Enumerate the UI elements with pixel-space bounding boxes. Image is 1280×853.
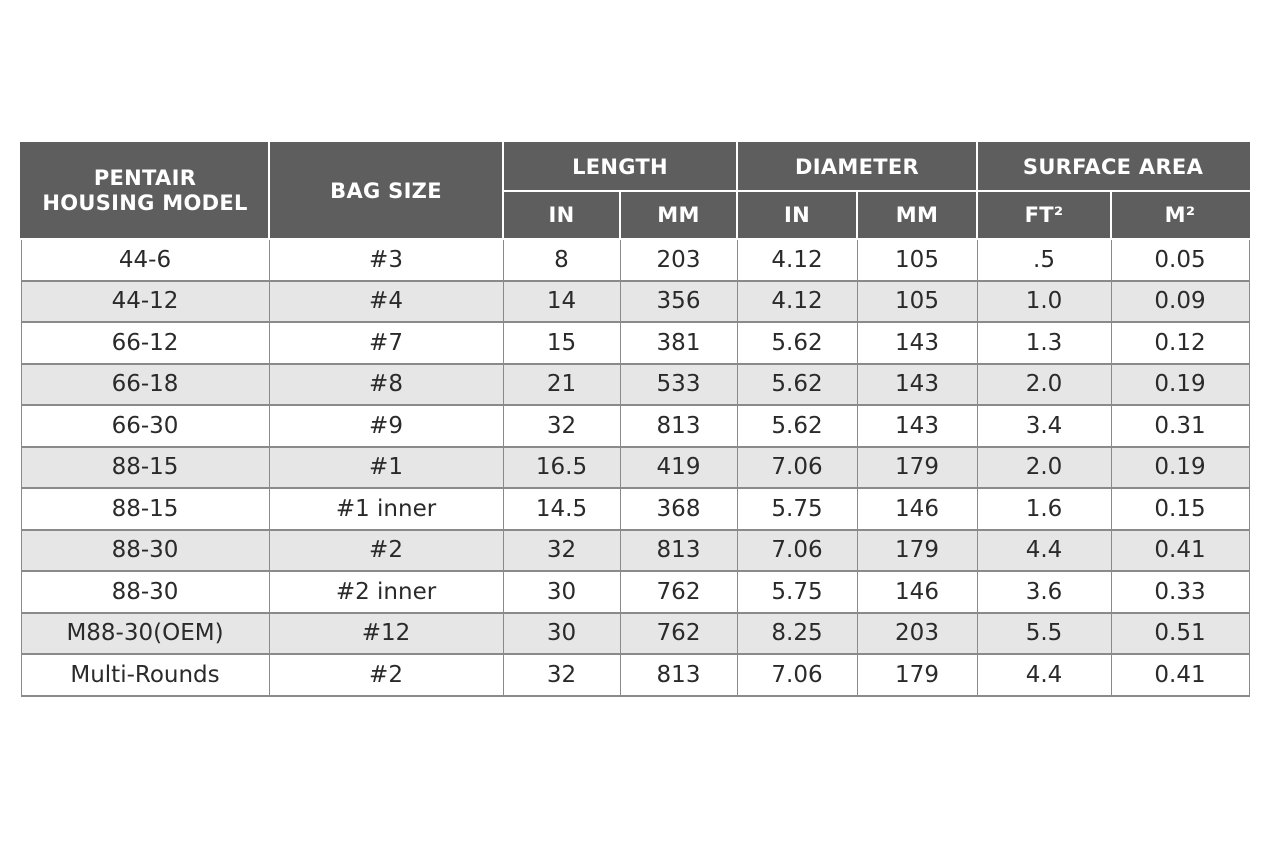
header-diameter-in: IN (737, 191, 857, 239)
header-model-line1: PENTAIR (93, 166, 197, 190)
cell-diameter-in: 4.12 (737, 239, 857, 281)
cell-area-ft2: 1.6 (977, 488, 1111, 530)
cell-length-in: 15 (503, 322, 620, 364)
cell-area-ft2: 1.3 (977, 322, 1111, 364)
cell-diameter-mm: 179 (857, 530, 977, 572)
cell-diameter-mm: 143 (857, 405, 977, 447)
cell-diameter-in: 7.06 (737, 654, 857, 696)
cell-bag-size: #2 (269, 530, 503, 572)
cell-length-mm: 368 (620, 488, 737, 530)
table-row (21, 530, 1249, 572)
cell-area-m2: 0.19 (1111, 364, 1249, 406)
cell-diameter-in: 7.06 (737, 447, 857, 489)
cell-length-in: 32 (503, 654, 620, 696)
table-row (21, 447, 1249, 489)
cell-bag-size: #12 (269, 613, 503, 655)
header-bag-size: BAG SIZE (269, 143, 503, 239)
cell-length-mm: 762 (620, 613, 737, 655)
cell-bag-size: #1 (269, 447, 503, 489)
cell-model: Multi-Rounds (21, 654, 269, 696)
cell-diameter-mm: 146 (857, 488, 977, 530)
cell-area-m2: 0.05 (1111, 239, 1249, 281)
cell-length-in: 14.5 (503, 488, 620, 530)
cell-bag-size: #9 (269, 405, 503, 447)
specifications-table (20, 142, 1250, 697)
header-surface-area: SURFACE AREA (977, 143, 1249, 191)
cell-model: 88-15 (21, 447, 269, 489)
table-row (21, 488, 1249, 530)
header-area-ft2: FT² (977, 191, 1111, 239)
cell-diameter-in: 7.06 (737, 530, 857, 572)
cell-area-ft2: 2.0 (977, 447, 1111, 489)
header-length-in: IN (503, 191, 620, 239)
cell-length-mm: 813 (620, 654, 737, 696)
cell-diameter-in: 5.75 (737, 571, 857, 613)
cell-area-ft2: 5.5 (977, 613, 1111, 655)
cell-area-ft2: .5 (977, 239, 1111, 281)
cell-diameter-mm: 143 (857, 322, 977, 364)
cell-length-in: 16.5 (503, 447, 620, 489)
table-row (21, 613, 1249, 655)
cell-length-mm: 356 (620, 281, 737, 323)
cell-model: 88-30 (21, 571, 269, 613)
table-row (21, 405, 1249, 447)
cell-model: 66-30 (21, 405, 269, 447)
cell-diameter-in: 4.12 (737, 281, 857, 323)
cell-diameter-mm: 179 (857, 654, 977, 696)
cell-diameter-mm: 105 (857, 239, 977, 281)
cell-model: 88-15 (21, 488, 269, 530)
cell-diameter-mm: 179 (857, 447, 977, 489)
cell-length-in: 21 (503, 364, 620, 406)
table-row (21, 281, 1249, 323)
cell-bag-size: #8 (269, 364, 503, 406)
cell-length-in: 8 (503, 239, 620, 281)
cell-area-ft2: 3.6 (977, 571, 1111, 613)
cell-bag-size: #2 (269, 654, 503, 696)
table-row (21, 239, 1249, 281)
table-row (21, 571, 1249, 613)
cell-diameter-in: 5.62 (737, 322, 857, 364)
cell-length-mm: 762 (620, 571, 737, 613)
cell-area-m2: 0.41 (1111, 530, 1249, 572)
cell-diameter-mm: 146 (857, 571, 977, 613)
cell-area-ft2: 1.0 (977, 281, 1111, 323)
header-area-m2: M² (1111, 191, 1249, 239)
cell-diameter-in: 5.75 (737, 488, 857, 530)
cell-area-m2: 0.12 (1111, 322, 1249, 364)
cell-bag-size: #4 (269, 281, 503, 323)
cell-length-in: 30 (503, 571, 620, 613)
cell-diameter-mm: 105 (857, 281, 977, 323)
cell-bag-size: #3 (269, 239, 503, 281)
cell-diameter-in: 5.62 (737, 364, 857, 406)
cell-length-mm: 203 (620, 239, 737, 281)
cell-area-m2: 0.09 (1111, 281, 1249, 323)
cell-area-ft2: 3.4 (977, 405, 1111, 447)
cell-area-ft2: 4.4 (977, 654, 1111, 696)
cell-length-in: 32 (503, 530, 620, 572)
cell-area-m2: 0.41 (1111, 654, 1249, 696)
cell-model: 44-6 (21, 239, 269, 281)
table-row (21, 654, 1249, 696)
cell-length-in: 32 (503, 405, 620, 447)
cell-length-mm: 813 (620, 405, 737, 447)
cell-diameter-mm: 203 (857, 613, 977, 655)
cell-area-ft2: 2.0 (977, 364, 1111, 406)
cell-model: 66-18 (21, 364, 269, 406)
cell-area-m2: 0.31 (1111, 405, 1249, 447)
header-diameter: DIAMETER (737, 143, 977, 191)
cell-model: 88-30 (21, 530, 269, 572)
cell-model: M88-30(OEM) (21, 613, 269, 655)
cell-area-m2: 0.33 (1111, 571, 1249, 613)
cell-area-m2: 0.51 (1111, 613, 1249, 655)
table-body (21, 239, 1249, 696)
cell-length-mm: 813 (620, 530, 737, 572)
cell-bag-size: #2 inner (269, 571, 503, 613)
cell-area-ft2: 4.4 (977, 530, 1111, 572)
cell-length-in: 14 (503, 281, 620, 323)
header-model-line2: HOUSING MODEL (42, 191, 248, 215)
cell-model: 66-12 (21, 322, 269, 364)
cell-bag-size: #7 (269, 322, 503, 364)
cell-bag-size: #1 inner (269, 488, 503, 530)
table-row (21, 322, 1249, 364)
cell-diameter-in: 8.25 (737, 613, 857, 655)
header-row-groups (21, 143, 1249, 191)
cell-area-m2: 0.15 (1111, 488, 1249, 530)
cell-length-in: 30 (503, 613, 620, 655)
header-length-mm: MM (620, 191, 737, 239)
table-row (21, 364, 1249, 406)
header-diameter-mm: MM (857, 191, 977, 239)
table-header (21, 143, 1249, 239)
cell-area-m2: 0.19 (1111, 447, 1249, 489)
cell-length-mm: 419 (620, 447, 737, 489)
cell-length-mm: 381 (620, 322, 737, 364)
header-length: LENGTH (503, 143, 737, 191)
cell-diameter-in: 5.62 (737, 405, 857, 447)
cell-model: 44-12 (21, 281, 269, 323)
cell-diameter-mm: 143 (857, 364, 977, 406)
cell-length-mm: 533 (620, 364, 737, 406)
header-housing-model (21, 143, 269, 239)
